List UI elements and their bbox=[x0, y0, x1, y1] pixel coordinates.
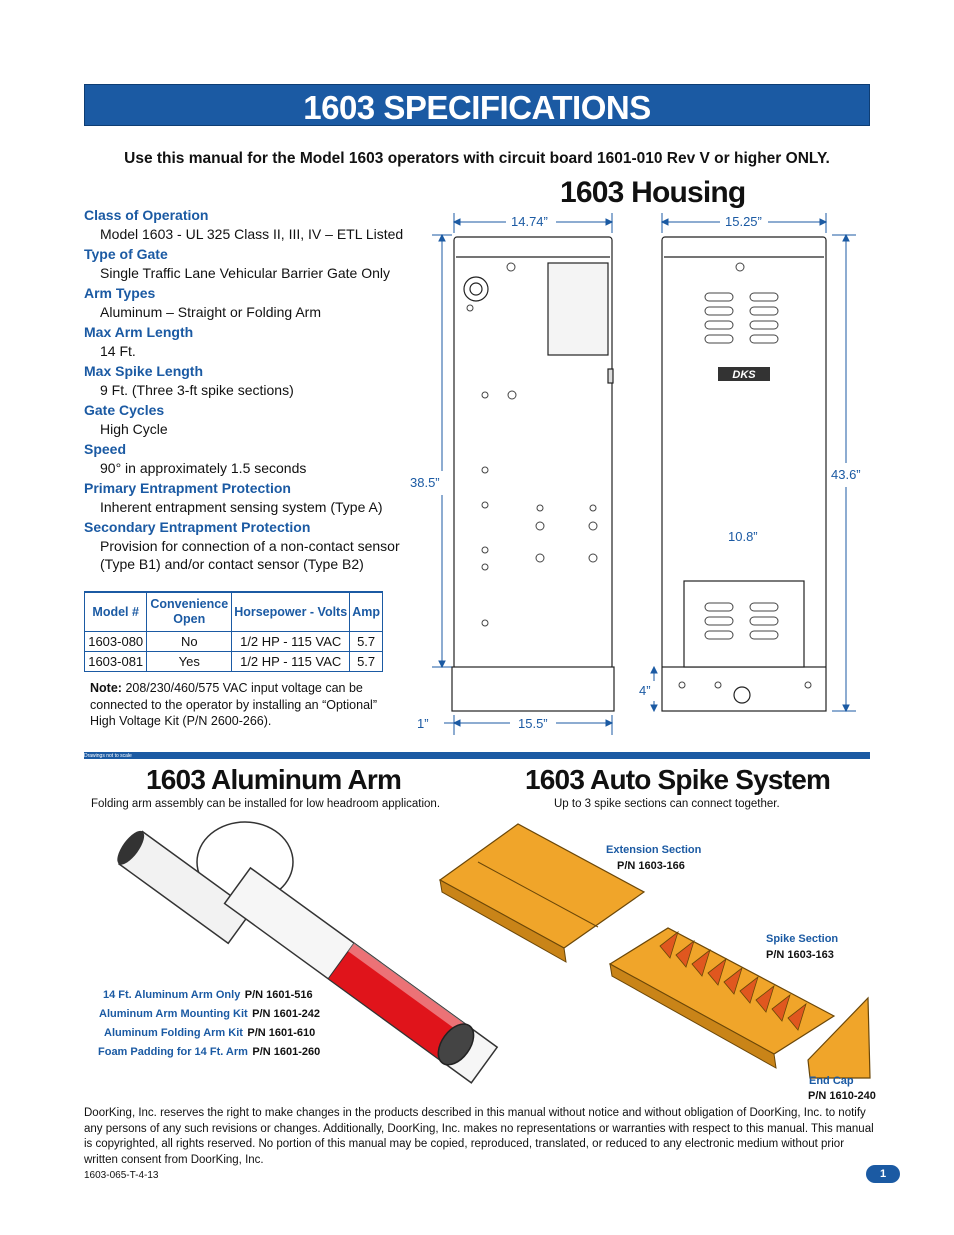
arm-part bbox=[103, 985, 320, 1004]
column-header: Convenience Open bbox=[147, 592, 232, 632]
spec-list bbox=[84, 206, 424, 575]
table-cell: 5.7 bbox=[350, 652, 383, 672]
document-number: 1603-065-T-4-13 bbox=[84, 1170, 159, 1181]
arm-parts-list bbox=[98, 985, 321, 1061]
spec-label: Type of Gate bbox=[84, 246, 168, 262]
spec-label: Secondary Entrapment Protection bbox=[84, 519, 311, 535]
arm-caption: Folding arm assembly can be installed for low headroom application. bbox=[91, 798, 441, 810]
spec-value: Single Traffic Lane Vehicular Barrier Gate Only bbox=[100, 265, 391, 281]
part-name: Spike Section bbox=[766, 933, 839, 945]
dim-height-body: 38.5” bbox=[410, 475, 440, 490]
part-name: Aluminum Folding Arm Kit bbox=[104, 1027, 243, 1039]
part-number: P/N 1601-610 bbox=[247, 1027, 316, 1039]
page-title: 1603 SPECIFICATIONS bbox=[303, 89, 651, 126]
part-number: P/N 1603-163 bbox=[766, 949, 834, 961]
column-header: Model # bbox=[85, 592, 147, 632]
table-cell: No bbox=[147, 632, 232, 652]
part-number: P/N 1601-242 bbox=[252, 1008, 321, 1020]
spec-item bbox=[84, 401, 424, 438]
spec-value: Model 1603 - UL 325 Class II, III, IV – ETL Listed bbox=[100, 226, 404, 242]
arm-title: 1603 Aluminum Arm bbox=[146, 764, 402, 795]
spec-value: 14 Ft. bbox=[100, 343, 136, 359]
housing-title: 1603 Housing bbox=[560, 176, 746, 209]
dim-base-width: 15.5” bbox=[518, 716, 548, 731]
spec-item bbox=[84, 284, 424, 321]
callout-spike-section bbox=[766, 931, 838, 963]
spec-value: 90° in approximately 1.5 seconds bbox=[100, 460, 307, 476]
spec-label: Primary Entrapment Protection bbox=[84, 480, 291, 496]
part-name: End Cap bbox=[809, 1075, 854, 1087]
arm-part bbox=[104, 1023, 320, 1042]
table-cell: 1/2 HP - 115 VAC bbox=[232, 652, 350, 672]
models-table bbox=[84, 591, 383, 672]
section-divider bbox=[84, 752, 870, 759]
page-number: 1 bbox=[866, 1165, 900, 1183]
dim-width-side: 15.25” bbox=[725, 214, 762, 229]
dim-width-front: 14.74” bbox=[511, 214, 548, 229]
arm-part bbox=[99, 1004, 320, 1023]
table-row bbox=[85, 652, 383, 672]
spec-item bbox=[84, 206, 424, 243]
part-number: P/N 1610-240 bbox=[808, 1090, 876, 1102]
spec-label: Arm Types bbox=[84, 285, 156, 301]
spec-item bbox=[84, 245, 424, 282]
brand-logo: DKS bbox=[732, 369, 756, 381]
part-name: Aluminum Arm Mounting Kit bbox=[99, 1008, 248, 1020]
part-name: Extension Section bbox=[606, 844, 702, 856]
spec-item bbox=[84, 362, 424, 399]
voltage-note bbox=[90, 680, 400, 730]
table-cell: Yes bbox=[147, 652, 232, 672]
spec-item bbox=[84, 518, 424, 573]
spec-value: Provision for connection of a non-contact sensor (Type B1) and/or contact sensor (Type B2) bbox=[100, 538, 400, 572]
spec-label: Speed bbox=[84, 441, 127, 457]
title-banner bbox=[84, 84, 870, 126]
spec-item bbox=[84, 323, 424, 360]
spec-label: Gate Cycles bbox=[84, 402, 165, 418]
part-number: P/N 1601-260 bbox=[252, 1046, 321, 1058]
disclaimer: DoorKing, Inc. reserves the right to make changes in the products described in this manual without notice and without obligation of DoorKing, Inc. to notify any persons of any such revisions or changes. Additionally, DoorKing, Inc. makes no representations or warranties with respect to this manual. This manual is copyrighted, all rights reserved. No portion of this manual may be copied, reproduced, translated, or reduced to any electronic medium without prior written consent from DoorKing, Inc. bbox=[84, 1107, 874, 1166]
table-cell: 1603-081 bbox=[85, 652, 147, 672]
spec-item bbox=[84, 479, 424, 516]
column-header: Horsepower - Volts bbox=[232, 592, 350, 632]
dim-height-total: 43.6” bbox=[831, 467, 861, 482]
callout-extension bbox=[606, 842, 701, 874]
part-number: P/N 1601-516 bbox=[244, 989, 313, 1001]
dim-inner-width: 10.8” bbox=[728, 529, 758, 544]
spike-caption: Up to 3 spike sections can connect together. bbox=[554, 798, 780, 810]
table-cell: 5.7 bbox=[350, 632, 383, 652]
scale-note: Drawings not to scale bbox=[84, 753, 132, 759]
spec-label: Max Arm Length bbox=[84, 324, 194, 340]
manual-subtitle: Use this manual for the Model 1603 operators with circuit board 1601-010 Rev V or higher ONLY. bbox=[124, 150, 830, 167]
housing-drawing bbox=[400, 205, 880, 745]
table-cell: 1603-080 bbox=[85, 632, 147, 652]
column-header: Amp bbox=[350, 592, 383, 632]
note-text: 208/230/460/575 VAC input voltage can be connected to the operator by installing an “Optional” High Voltage Kit (P/N 2600-266). bbox=[90, 681, 377, 728]
spec-value: 9 Ft. (Three 3-ft spike sections) bbox=[100, 382, 294, 398]
spec-value: Aluminum – Straight or Folding Arm bbox=[100, 304, 321, 320]
spec-value: Inherent entrapment sensing system (Type A) bbox=[100, 499, 383, 515]
table-row bbox=[85, 632, 383, 652]
part-number: P/N 1603-166 bbox=[617, 860, 685, 872]
spike-title: 1603 Auto Spike System bbox=[525, 764, 831, 795]
dim-base-offset: 1” bbox=[417, 716, 429, 731]
note-label: Note: bbox=[90, 681, 122, 695]
callout-end-cap bbox=[809, 1074, 876, 1104]
dim-base-height: 4” bbox=[639, 683, 651, 698]
table-header-row bbox=[85, 592, 383, 632]
spec-item bbox=[84, 440, 424, 477]
arm-part bbox=[98, 1042, 320, 1061]
spec-label: Max Spike Length bbox=[84, 363, 204, 379]
spec-label: Class of Operation bbox=[84, 207, 209, 223]
part-name: 14 Ft. Aluminum Arm Only bbox=[103, 989, 241, 1001]
table-cell: 1/2 HP - 115 VAC bbox=[232, 632, 350, 652]
spec-value: High Cycle bbox=[100, 421, 168, 437]
part-name: Foam Padding for 14 Ft. Arm bbox=[98, 1046, 248, 1058]
